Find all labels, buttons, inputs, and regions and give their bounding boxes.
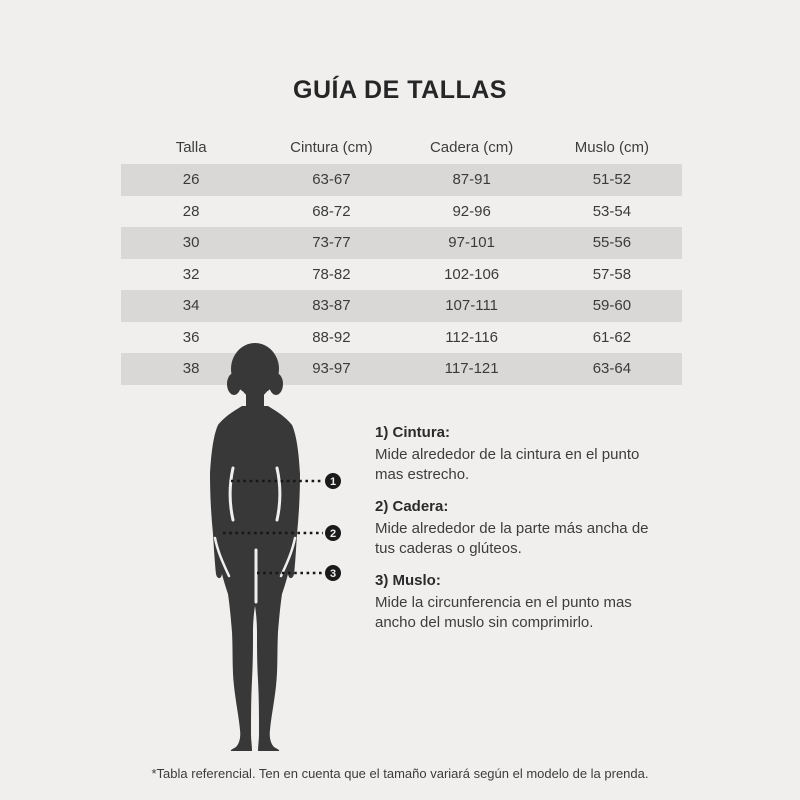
cell-muslo: 57-58 (592, 265, 632, 283)
column-header-talla: Talla (175, 138, 207, 156)
cell-cintura: 73-77 (312, 234, 351, 252)
table-row (121, 227, 682, 259)
table-row (121, 164, 682, 196)
section-cadera-heading: 2) Cadera: (375, 498, 449, 515)
section-cintura (375, 424, 715, 485)
table-row (121, 290, 682, 322)
section-cadera (375, 498, 715, 559)
cell-cadera: 92-96 (452, 202, 491, 220)
section-muslo-heading: 3) Muslo: (375, 572, 441, 589)
section-cintura-line1: Mide alrededor de la cintura en el punto (375, 446, 640, 463)
cell-cadera: 112-116 (445, 328, 499, 346)
marker-1-number: 1 (329, 476, 337, 488)
marker-2-number: 2 (329, 528, 337, 540)
table-row (121, 259, 682, 291)
cell-cadera: 97-101 (448, 234, 495, 252)
marker-3-number: 3 (329, 568, 337, 580)
reference-footnote: *Tabla referencial. Ten en cuenta que el tamaño variará según el modelo de la prenda. (151, 766, 649, 781)
cell-talla: 38 (182, 360, 200, 378)
cell-cintura: 88-92 (312, 328, 351, 346)
cell-cintura: 63-67 (312, 171, 351, 189)
cell-cadera: 87-91 (452, 171, 491, 189)
size-table-header (121, 130, 682, 164)
column-header-cadera: Cadera (cm) (429, 138, 514, 156)
cell-talla: 26 (182, 171, 200, 189)
section-cintura-heading: 1) Cintura: (375, 424, 450, 441)
female-silhouette (210, 343, 300, 751)
cell-talla: 36 (182, 328, 200, 346)
table-row (121, 196, 682, 228)
column-header-muslo: Muslo (cm) (574, 138, 649, 156)
cell-muslo: 61-62 (592, 328, 632, 346)
cell-cintura: 83-87 (312, 297, 351, 315)
cell-cadera: 102-106 (444, 265, 500, 283)
cell-talla: 28 (182, 202, 200, 220)
measurement-markers (325, 473, 341, 581)
cell-cintura: 78-82 (312, 265, 351, 283)
cell-muslo: 51-52 (592, 171, 632, 189)
cell-cintura: 93-97 (312, 360, 351, 378)
cell-talla: 34 (182, 297, 200, 315)
cell-cadera: 117-121 (444, 360, 499, 378)
page-title: GUÍA DE TALLAS (293, 76, 507, 104)
cell-muslo: 55-56 (592, 234, 632, 252)
column-header-cintura: Cintura (cm) (290, 138, 373, 156)
cell-cadera: 107-111 (445, 297, 499, 315)
section-cadera-line1: Mide alrededor de la parte más ancha de (375, 520, 649, 537)
cell-cintura: 68-72 (312, 202, 351, 220)
section-muslo (375, 572, 715, 633)
section-muslo-line1: Mide la circunferencia en el punto mas (375, 594, 632, 611)
section-cadera-line2: tus caderas o glúteos. (375, 540, 522, 557)
section-cintura-line2: mas estrecho. (375, 466, 470, 483)
measurement-instructions (375, 424, 715, 646)
section-muslo-line2: ancho del muslo sin comprimirlo. (375, 614, 594, 631)
cell-muslo: 53-54 (592, 202, 632, 220)
cell-talla: 30 (182, 234, 200, 252)
cell-muslo: 63-64 (592, 360, 632, 378)
cell-muslo: 59-60 (592, 297, 632, 315)
cell-talla: 32 (182, 265, 200, 283)
body-silhouette-figure (198, 340, 348, 760)
